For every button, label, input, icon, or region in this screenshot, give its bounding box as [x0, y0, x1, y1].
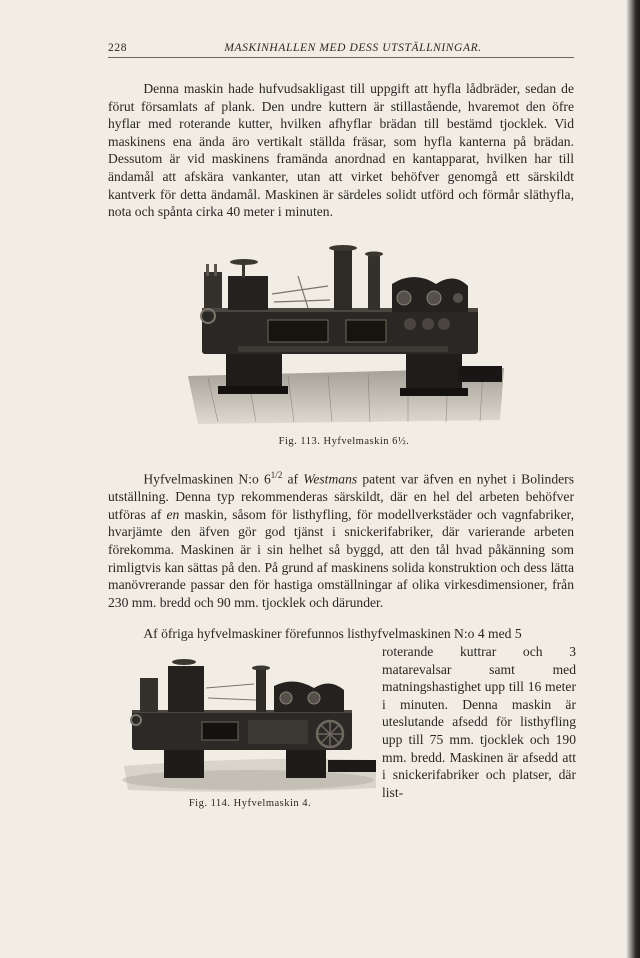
figure-114-caption: Fig. 114. Hyfvelmaskin 4.	[188, 798, 312, 809]
running-title: MASKINHALLEN MED DESS UTSTÄLLNINGAR.	[224, 42, 482, 54]
fraction: 1/2	[270, 470, 283, 480]
figure-113-caption: Fig. 113. Hyfvelmaskin 6½.	[278, 436, 410, 447]
figure-113-image	[178, 236, 510, 426]
figure-114-image	[118, 648, 382, 796]
paragraph-1: Denna maskin hade hufvudsakligast till uppgift att hyfla lådbräder, sedan de förut församlats af plank. Den undre kuttern är stillastående, hvaremot den öfre hyflar med roterande kutter, hvilken afhyflar brädan till bestämd tjocklek. Vid maskinens ena ända äro vertikalt ställda fräsar, som hyfla kanterna på brädan. Dessutom är vid maskinens framända anordnad en kantapparat, hvilken har till ändamål att afskära vankanter, utan att virket behöfver genomgå ett särskildt kantverk för detta ändamål. Maskinen är särdeles solidt utförd och förmår släthyfla, nota och spånta cirka 40 meter i minuten.	[108, 81, 574, 220]
page-number: 228	[108, 42, 128, 54]
brand-westmans: Westmans	[303, 471, 358, 487]
paragraph-2: Hyfvelmaskinen N:o $6^{1/2}$ af Westmans patent var äfven en nyhet i Bolinders utställning. Denna typ rekommenderas särskildt, där en hel del arbeten behöfver utföras af en maskin, såsom för listhyfling, för modellverkstäder och vagnfabriker, hvarjämte den äfven gör god tjänst i snickerifabriker, där varierande arbeten förekomma. Maskinen är i sin helhet så byggd, att den tål hvad påkänning som rimligtvis kan sättas på den. På grund af maskinens solida konstruktion och dess lätta manövrerande passar den för hastiga omställningar af olika virkesdimensioner, från 230 mm. bredd och 90 mm. tjocklek och därunder.	[108, 470, 574, 610]
paragraph-3-column: roterande kuttrar och 3 matarevalsar samt med matningshastighet upp till 16 meter i minuten. Denna maskin är uteslutande afsedd för listhyfling upp till 75 mm. tjocklek och 190 mm. bredd. Maskinen är afsedd att i snickerifabriker och platser, där list-	[382, 644, 576, 800]
emphasis-en: en	[166, 506, 180, 522]
running-header	[108, 42, 574, 58]
page-edge-shadow	[626, 0, 640, 958]
paragraph-3-first-line: Af öfriga hyfvelmaskiner förefunnos listhyfvelmaskinen N:o 4 med 5	[143, 626, 522, 641]
